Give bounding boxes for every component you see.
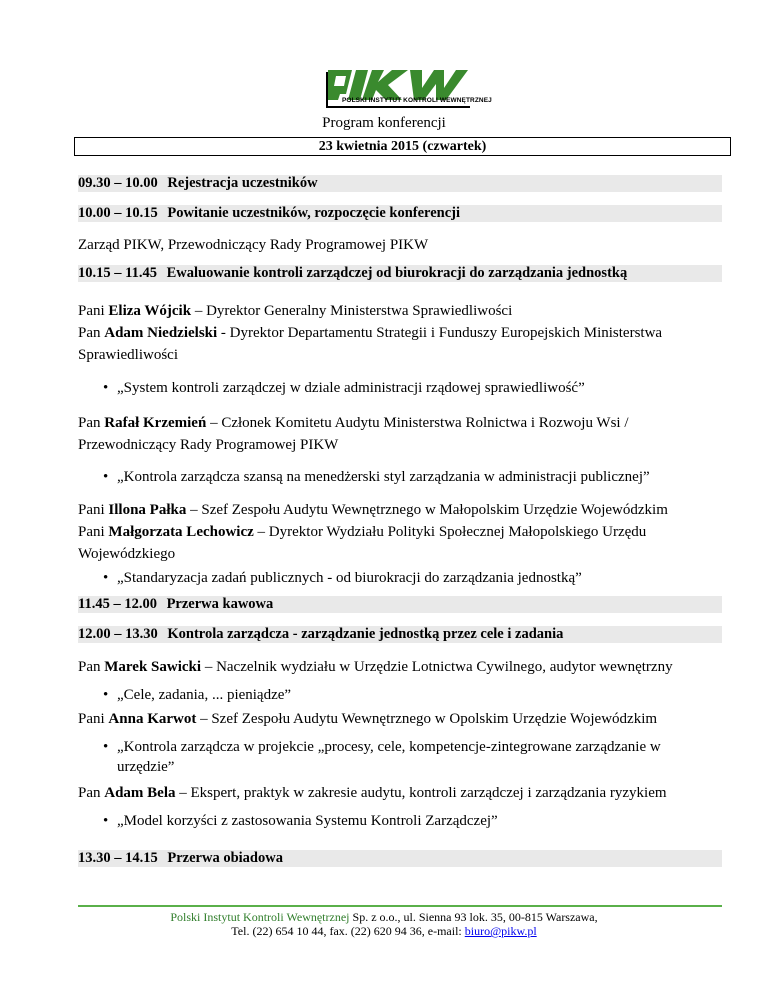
board-line: Zarząd PIKW, Przewodniczący Rady Programowej PIKW <box>78 237 429 253</box>
session-bar <box>78 265 722 282</box>
talk-title: • „Kontrola zarządcza szansą na menedżerski styl zarządzania w administracji publicznej” <box>103 469 650 485</box>
session-title: Przerwa obiadowa <box>167 850 283 866</box>
date-header: 23 kwietnia 2015 (czwartek) <box>74 137 731 156</box>
session-time: 10.00 – 10.15 <box>78 205 158 221</box>
speaker-name: Małgorzata Lechowicz <box>108 524 254 540</box>
session-bar <box>78 596 722 613</box>
speaker-block: Pani Eliza Wójcik – Dyrektor Generalny Ministerstwa Sprawiedliwości Pan Adam Niedzielski - Dyrektor Departamentu Strategii i Funduszy Europejskich Ministerstwa Sprawiedliwości <box>78 303 663 363</box>
talk-title: • „System kontroli zarządczej w dziale administracji rządowej sprawiedliwość” <box>103 380 585 396</box>
session-bar <box>78 175 722 192</box>
session-time: 10.15 – 11.45 <box>78 265 157 281</box>
footer-divider <box>78 905 722 907</box>
talk-title: • „Model korzyści z zastosowania Systemu Kontroli Zarządczej” <box>103 813 498 829</box>
footer: Polski Instytut Kontroli Wewnętrznej Sp. z o.o., ul. Sienna 93 lok. 35, 00-815 Warszawa, Tel. (22) 654 10 44, fax. (22) 620 94 36, e-mail: biuro@pikw.pl <box>170 910 598 938</box>
session-time: 09.30 – 10.00 <box>78 175 158 191</box>
session-time: 11.45 – 12.00 <box>78 596 157 612</box>
speaker-name: Marek Sawicki <box>104 659 202 675</box>
speaker-block: Pan Rafał Krzemień – Członek Komitetu Audytu Ministerstwa Rolnictwa i Rozwoju Wsi / Przewodniczący Rady Programowej PIKW <box>78 415 629 453</box>
speaker-name: Illona Pałka <box>108 502 187 518</box>
speaker-name: Rafał Krzemień <box>104 415 207 431</box>
program-title: Program konferencji <box>322 115 446 131</box>
logo-subtitle: POLSKI INSTYTUT KONTROLI WEWNĘTRZNEJ <box>342 97 492 104</box>
email-link[interactable]: biuro@pikw.pl <box>464 924 537 938</box>
session-title: Kontrola zarządcza - zarządzanie jednostką przez cele i zadania <box>167 626 564 642</box>
speaker-line: Pani Anna Karwot – Szef Zespołu Audytu Wewnętrznego w Opolskim Urzędzie Wojewódzkim <box>78 711 658 727</box>
session-time: 13.30 – 14.15 <box>78 850 158 866</box>
session-time: 12.00 – 13.30 <box>78 626 158 642</box>
session-title: Rejestracja uczestników <box>167 175 318 191</box>
session-bar <box>78 850 722 867</box>
talk-title: • „Standaryzacja zadań publicznych - od biurokracji do zarządzania jednostką” <box>103 570 582 586</box>
speaker-name: Anna Karwot <box>108 711 197 727</box>
session-bar <box>78 205 722 222</box>
talk-title: • „Kontrola zarządcza w projekcie „procesy, cele, kompetencje-zintegrowane zarządzanie w urzędzie” <box>103 739 661 775</box>
speaker-name: Adam Niedzielski <box>104 325 218 341</box>
session-bar <box>78 626 722 643</box>
session-title: Powitanie uczestników, rozpoczęcie konferencji <box>167 205 461 221</box>
footer-org: Polski Instytut Kontroli Wewnętrznej <box>170 910 350 924</box>
talk-title: • „Cele, zadania, ... pieniądze” <box>103 687 292 703</box>
speaker-name: Adam Bela <box>104 785 176 801</box>
speaker-line: Pan Marek Sawicki – Naczelnik wydziału w Urzędzie Lotnictwa Cywilnego, audytor wewnętrzny <box>78 659 673 675</box>
speaker-name: Eliza Wójcik <box>108 303 192 319</box>
session-title: Ewaluowanie kontroli zarządczej od biurokracji do zarządzania jednostką <box>166 265 628 281</box>
speaker-line: Pan Adam Bela – Ekspert, praktyk w zakresie audytu, kontroli zarządczej i zarządzania ryzykiem <box>78 785 667 801</box>
speaker-block: Pani Illona Pałka – Szef Zespołu Audytu Wewnętrznego w Małopolskim Urzędzie Wojewódzkim Pani Małgorzata Lechowicz – Dyrektor Wydziału Polityki Społecznej Małopolskiego Urzędu Wojewódzkiego <box>78 502 668 562</box>
session-title: Przerwa kawowa <box>166 596 274 612</box>
